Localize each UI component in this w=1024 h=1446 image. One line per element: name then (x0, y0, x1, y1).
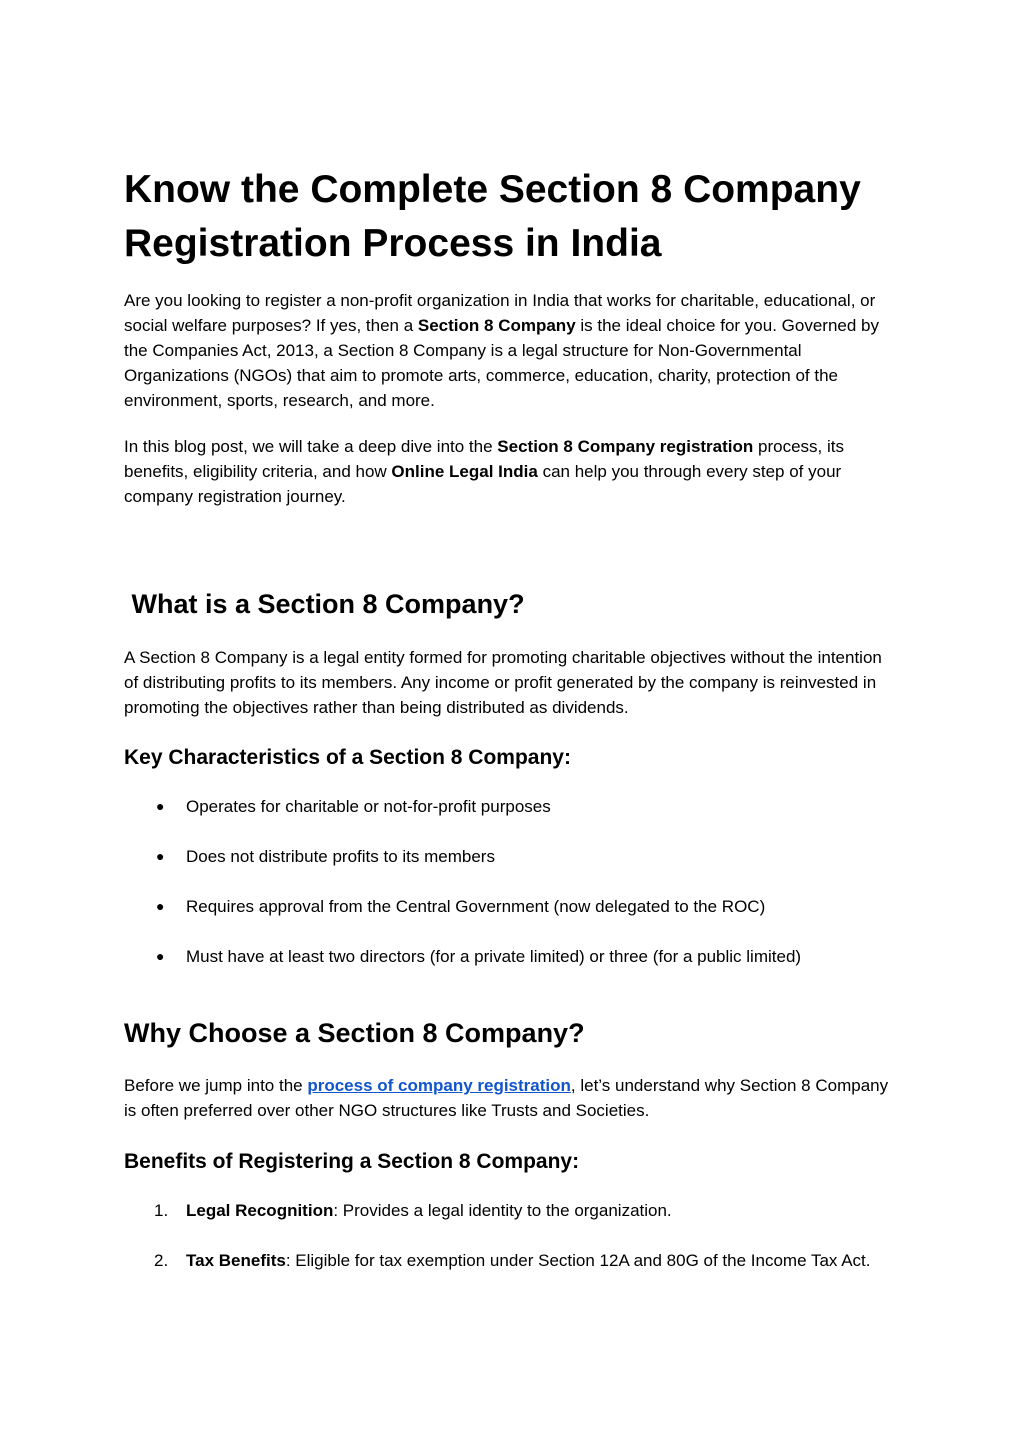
what-paragraph: A Section 8 Company is a legal entity formed for promoting charitable objectives without the intention of distributing profits to its members. Any income or profit generated by the company is reinvested in promoting the objectives rather than being distributed as dividends. (124, 648, 882, 717)
why-text-b: , let’s understand why Section 8 Company is often preferred over other NGO structures like Trusts and Societies. (124, 1076, 889, 1120)
what-heading: What is a Section 8 Company? (124, 589, 525, 619)
why-paragraph (124, 1073, 900, 1123)
list-item-text: Does not distribute profits to its members (186, 847, 495, 866)
list-item-text: Must have at least two directors (for a private limited) or three (for a public limited) (186, 947, 802, 966)
list-item-bold: Legal Recognition (186, 1201, 334, 1220)
list-item-rest: : Eligible for tax exemption under Section 12A and 80G of the Income Tax Act. (285, 1251, 871, 1270)
list-item (124, 1248, 900, 1273)
list-item (124, 944, 900, 969)
bullet-icon: ● (156, 798, 165, 814)
list-number: 2. (154, 1251, 169, 1270)
list-number: 1. (154, 1201, 169, 1220)
intro-p1-text-c: is the ideal choice for you. Governed by the Companies Act, 2013, a Section 8 Company is a legal structure for Non-Governmental Organizations (NGOs) that aim to promote arts, commerce, education, charity, protection of the environment, sports, research, and more. (124, 316, 879, 410)
intro-paragraph-2 (124, 434, 900, 509)
list-item-bold: Tax Benefits (186, 1251, 286, 1270)
intro-paragraph-1 (124, 288, 900, 413)
intro-p2-text-a: In this blog post, we will take a deep dive into the (124, 437, 498, 456)
intro-p2-bold-1: Section 8 Company registration (497, 437, 754, 456)
bullet-icon: ● (156, 948, 165, 964)
intro-p2-text-e: can help you through every step of your company registration journey. (124, 462, 842, 506)
list-item (124, 1198, 900, 1223)
list-item (124, 894, 900, 919)
bullet-icon: ● (156, 848, 165, 864)
intro-p2-text-c: process, its benefits, eligibility criteria, and how (124, 437, 844, 481)
bullet-icon: ● (156, 898, 165, 914)
list-item-text (186, 1198, 900, 1223)
intro-p2-bold-2: Online Legal India (391, 462, 538, 481)
list-item-text (186, 1248, 900, 1273)
why-heading: Why Choose a Section 8 Company? (124, 1018, 585, 1048)
list-item (124, 794, 900, 819)
intro-p1-bold: Section 8 Company (417, 316, 576, 335)
benefits-heading: Benefits of Registering a Section 8 Company: (124, 1150, 580, 1173)
list-item (124, 844, 900, 869)
document-title: Know the Complete Section 8 Company Registration Process in India (124, 168, 861, 265)
key-characteristics-heading: Key Characteristics of a Section 8 Company: (124, 746, 571, 769)
list-item-text: Requires approval from the Central Government (now delegated to the ROC) (186, 897, 766, 916)
intro-p1-text-a: Are you looking to register a non-profit organization in India that works for charitable, educational, or social welfare purposes? If yes, then a (124, 291, 876, 335)
why-text-a: Before we jump into the (124, 1076, 308, 1095)
list-item-text: Operates for charitable or not-for-profit purposes (186, 797, 551, 816)
company-registration-link[interactable]: process of company registration (307, 1076, 571, 1095)
list-item-rest: : Provides a legal identity to the organization. (333, 1201, 672, 1220)
